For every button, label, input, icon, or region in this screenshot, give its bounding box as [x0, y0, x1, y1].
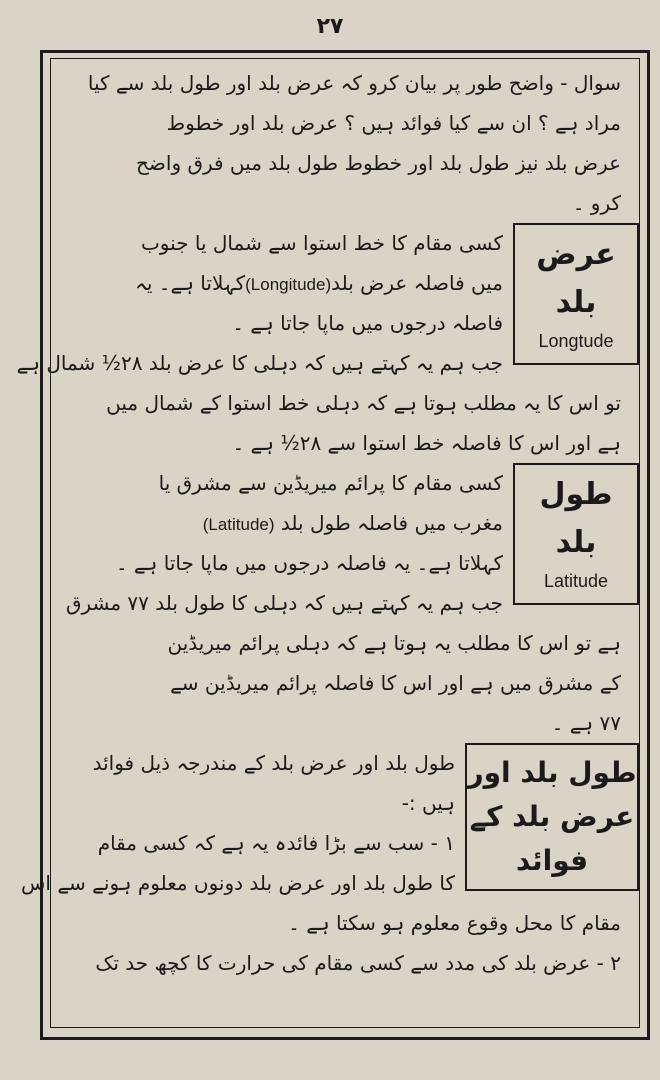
paragraph-line: جب ہم یہ کہتے ہیں کہ دہلی کا طول بلد ۷۷ مشرق: [65, 591, 503, 615]
document-body: [16, 59, 639, 983]
side-heading-english: Longtude: [538, 331, 614, 351]
english-term: (Longitude): [245, 275, 332, 294]
question-line: کرو ۔: [572, 191, 621, 215]
paragraph-line: کا طول بلد اور عرض بلد دونوں معلوم ہونے سے اس: [21, 871, 455, 895]
side-heading: طول بلد اور: [467, 756, 637, 789]
question-line: عرض بلد نیز طول بلد اور خطوط طول بلد میں فرق واضح: [136, 151, 621, 175]
side-heading: طول بلد: [539, 477, 613, 560]
question-line: مراد ہے ؟ ان سے کیا فوائد ہیں ؟ عرض بلد اور خطوط: [166, 111, 621, 135]
benefits-line: ۱ - سب سے بڑا فائدہ یہ ہے کہ کسی مقام: [97, 831, 455, 855]
side-heading-latitude-box: [513, 223, 639, 365]
side-heading: عرض بلد: [536, 237, 616, 320]
definition-text: میں فاصلہ عرض بلد: [331, 271, 503, 295]
side-heading: عرض بلد کے فوائد: [469, 800, 635, 877]
definition-line: کسی مقام کا خط استوا سے شمال یا جنوب: [140, 231, 503, 255]
side-heading-english: Latitude: [543, 571, 609, 591]
page-number: ۲۷: [316, 14, 344, 39]
paragraph-line: ۷۷ ہے ۔: [551, 711, 621, 735]
paragraph-line: تو اس کا یہ مطلب ہوتا ہے کہ دہلی خط استوا کے شمال میں: [106, 391, 621, 415]
side-heading-benefits-box: [465, 743, 639, 891]
definition-line: فاصلہ درجوں میں ماپا جاتا ہے ۔: [232, 311, 503, 335]
paragraph-line: جب ہم یہ کہتے ہیں کہ دہلی کا عرض بلد ۲۸½ شمال ہے: [16, 351, 503, 375]
benefits-line: ہیں :-: [401, 791, 455, 815]
side-heading-longitude-box: [513, 463, 639, 605]
definition-text: مغرب میں فاصلہ طول بلد: [280, 511, 503, 535]
page-content-frame: [16, 58, 640, 1028]
paragraph-line: ۲ - عرض بلد کی مدد سے کسی مقام کی حرارت کا کچھ حد تک: [95, 951, 621, 975]
definition-text: کہلاتا ہے۔ یہ: [135, 271, 246, 295]
definition-line: کسی مقام کا پرائم میریڈین سے مشرق یا: [158, 471, 503, 495]
english-term: (Latitude): [202, 515, 275, 534]
paragraph-line: کے مشرق میں ہے اور اس کا فاصلہ پرائم میریڈین سے: [170, 671, 621, 695]
definition-line: کہلاتا ہے۔ یہ فاصلہ درجوں میں ماپا جاتا ہے ۔: [115, 551, 503, 575]
paragraph-line: ہے اور اس کا فاصلہ خط استوا سے ۲۸½ ہے ۔: [232, 431, 621, 455]
benefits-line: طول بلد اور عرض بلد کے مندرجہ ذیل فوائد: [92, 751, 455, 775]
question-line: سوال - واضح طور پر بیان کرو کہ عرض بلد اور طول بلد سے کیا: [87, 71, 621, 95]
paragraph-line: ہے تو اس کا مطلب یہ ہوتا ہے کہ دہلی پرائم میریڈین: [167, 631, 621, 655]
paragraph-line: مقام کا محل وقوع معلوم ہو سکتا ہے ۔: [288, 911, 621, 935]
